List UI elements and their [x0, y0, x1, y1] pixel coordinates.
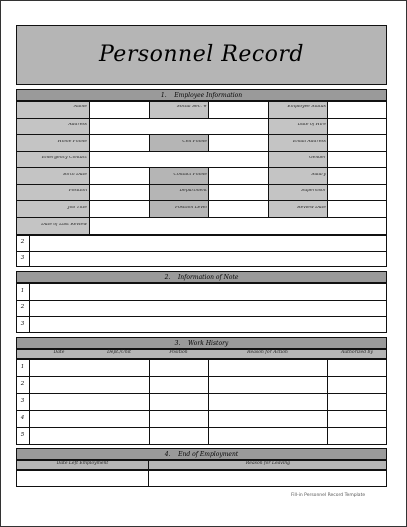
label-salary: Salary	[311, 173, 326, 177]
section-number: 1.	[160, 92, 167, 99]
section-title: Work History	[188, 340, 229, 347]
end-employment-row[interactable]	[16, 470, 387, 487]
label-emergency-contact: Emergency Contact	[41, 156, 87, 160]
address-input[interactable]	[90, 118, 268, 134]
col-c-inputs	[328, 102, 386, 234]
label-home-phone: Home Phone	[57, 140, 87, 144]
col-header-authorized: Authorized by	[341, 350, 373, 355]
section-1-header	[16, 89, 387, 101]
label-job-title: Job Title	[67, 206, 87, 210]
row-number: 3	[20, 398, 25, 404]
label-name: Name	[73, 105, 87, 109]
section-number: 2.	[164, 274, 171, 281]
row-number: 4	[20, 415, 25, 421]
label-last-review: Date of Last Review	[41, 223, 87, 227]
col-header-date-left: Date Left Employment	[56, 461, 109, 466]
row-number: 2	[20, 239, 25, 245]
label-department: Department	[179, 189, 207, 193]
col-header-reason: Reason for Action	[247, 350, 288, 355]
col-header-reason-leaving: Reason for Leaving	[245, 461, 291, 466]
label-social-security: Social Sec. #	[176, 105, 207, 109]
last-review-input[interactable]	[90, 217, 386, 234]
title-banner	[16, 25, 387, 85]
row-number: 2	[20, 304, 25, 310]
row-number: 1	[20, 288, 25, 294]
label-address: Address	[68, 123, 87, 127]
label-position-level: Position Level	[175, 206, 207, 210]
section-title: Employee Information	[174, 92, 243, 99]
section-number: 3.	[174, 340, 181, 347]
label-email: Email Address	[293, 140, 326, 144]
label-birth-date: Birth Date	[63, 173, 87, 177]
row-number: 3	[20, 255, 25, 261]
label-review-date: Review Date	[297, 206, 326, 210]
emergency-contact-input[interactable]	[90, 151, 268, 167]
section-2-header	[16, 271, 387, 283]
label-gender: Gender	[309, 156, 326, 160]
col-header-dept: Dept./Unit	[107, 350, 131, 355]
row-number: 2	[20, 381, 25, 387]
section-title: End of Employment	[178, 451, 239, 458]
section-title: Information of Note	[177, 274, 239, 281]
col-header-position: Position	[169, 350, 188, 355]
label-position: Position	[68, 189, 87, 193]
label-supervisor: Supervisor	[301, 189, 326, 193]
page-title: Personnel Record	[98, 42, 305, 67]
section-number: 4.	[164, 451, 171, 458]
row-number: 1	[20, 364, 25, 370]
label-cell-phone: Cell Phone	[182, 140, 207, 144]
label-employee-status: Employee Status	[287, 105, 326, 109]
section-4-header	[16, 448, 387, 460]
label-contact-phone: Contact Phone	[173, 173, 207, 177]
row-number: 5	[20, 432, 25, 438]
col-header-date: Date	[53, 350, 65, 355]
footer-text: Fill-in Personnel Record Template	[291, 493, 366, 498]
label-date-of-hire: Date of Hire	[297, 123, 326, 127]
row-number: 3	[20, 321, 25, 327]
section-3-header	[16, 337, 387, 349]
info-note-rows	[16, 283, 387, 333]
work-history-rows	[16, 359, 387, 445]
